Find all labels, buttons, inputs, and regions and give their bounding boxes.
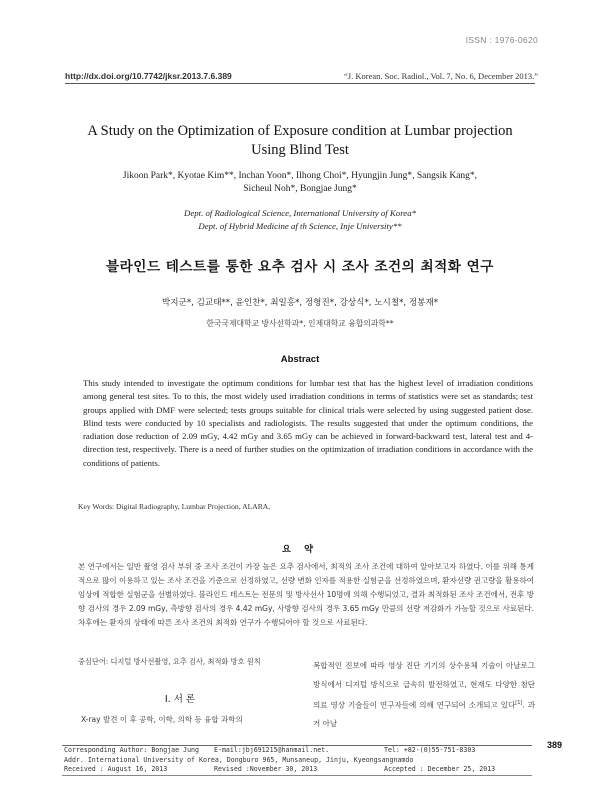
abstract-heading: Abstract: [280, 354, 320, 365]
korean-affiliations: 한국국제대학교 방사선학과*, 인제대학교 융합의과학**: [206, 319, 394, 328]
corresponding-author: Corresponding Author: Bongjae Jung: [64, 746, 199, 754]
introduction-heading: Ⅰ. 서 론: [164, 694, 196, 705]
author-email[interactable]: E-mail:jbj691215@hanmail.net.: [214, 746, 330, 754]
footer-row: [62, 756, 532, 766]
korean-author-list: 박지군*, 김교태**, 윤인찬*, 최일홍*, 정형진*, 강상식*, 노시철*, 정봉재*: [161, 298, 439, 308]
introduction-right-column: [313, 657, 535, 734]
introduction-right-text: 복합적인 진보에 따라 영상 진단 기기의 상수용체 기술이 아날로그 방식에서 디지털 방식으로 급속히 발전하였고, 현재도 다양한 첨단 의료 영상 기술들이 연구자들에 의해 연구되어 소개되고 있다: [313, 661, 535, 710]
revised-date: Revised :November 30, 2013: [214, 765, 318, 774]
doi-link[interactable]: http://dx.doi.org/10.7742/jksr.2013.7.6.389: [65, 71, 232, 81]
korean-keywords: 중심단어: 디지털 방사선촬영, 요추 검사, 최적화 방호 원칙: [78, 657, 261, 666]
correspondence-footer: [62, 746, 532, 775]
author-line: Sicheul Noh*, Bongjae Jung*: [243, 184, 357, 194]
author-list: [70, 170, 530, 196]
affiliation-line: Dept. of Hybrid Medicine af th Science, Inje University**: [198, 221, 402, 231]
author-address: Addr. International University of Korea, Dongburo 965, Munsaneup, Jinju, Kyeongsangnamdo: [64, 755, 414, 764]
citation-reference[interactable]: [1]: [515, 700, 523, 707]
introduction-left-column: X-ray 발견 이 후 공학, 이학, 의학 등 융합 과학의: [81, 715, 243, 724]
paper-title-line: A Study on the Optimization of Exposure condition at Lumbar projection: [87, 123, 513, 139]
paper-title: [60, 122, 540, 160]
journal-citation: “J. Korean. Soc. Radiol., Vol. 7, No. 6, December 2013.”: [344, 71, 538, 81]
issn-label: ISSN : 1976-0620: [465, 35, 538, 45]
korean-summary-body: 본 연구에서는 일반 촬영 검사 부위 중 조사 조건이 가장 높은 요추 검사에서, 최적의 조사 조건에 대하여 알아보고자 하였다. 이를 위해 통계적으로 많이 이용하고 있는 조사 조건을 기준으로 선정하였고, 선량 변화 인자를 적용한 실험군을 선정하였으며, 환자선량 권고량을 활용하여 임상에 적합한 실험군을 선별하였다. 블라인드 테스트는 전문의 및 방사선사 10명에 의해 수행되었고, 결과 최적화된 조사 조건에서, 전후 방향 검사의 경우 2.09 mGy, 측방향 검사의 경우 4.42 mGy, 사방향 검사의 경우 3.65 mGy 만큼의 선량 저감화가 가능할 것으로 사료된다. 차후에는 환자의 상태에 따른 조사 조건의 최적화 연구가 수행되어야 할 것으로 사료된다.: [78, 562, 534, 627]
author-line: Jikoon Park*, Kyotae Kim**, Inchan Yoon*, Ilhong Choi*, Hyungjin Jung*, Sangsik Kang*,: [122, 171, 478, 181]
abstract-body: This study intended to investigate the optimum conditions for lumbar test that has the highest level of irradiation conditions among general test sites. To to this, the most widely used irradiation conditions in terms of statistics were set as standards; test groups applied with DMF were selected; tests groups suitable for clinical trials were selected by using suggested patient dose. Blind tests were conducted by 10 specialists and radiologists. The results suggested that under the optimum conditions, the radiation dose reduction of 2.09 mGy, 4.42 mGy and 3.65 mGy can be achieved in forward-backward test, lateral test and 4-direction test, respectively. There is a need of further studies on the optimization of irradiation conditions in accordance with the conditions of patients.: [83, 378, 533, 468]
affiliation-line: Dept. of Radiological Science, International University of Korea*: [183, 208, 416, 218]
footer-row: [62, 765, 532, 775]
header-divider: [65, 83, 535, 84]
author-tel: Tel: +82-(0)55-751-8303: [384, 746, 476, 754]
accepted-date: Accepted : December 25, 2013: [384, 765, 496, 774]
affiliation-list: [70, 207, 530, 233]
page-number: 389: [546, 740, 562, 750]
footer-divider-bottom: [62, 775, 532, 776]
keywords: Key Words: Digital Radiography, Lumbar Projection, ALARA,: [78, 502, 271, 511]
korean-summary-heading: 요 약: [282, 544, 318, 555]
korean-title: 블라인드 테스트를 통한 요추 검사 시 조사 조건의 최적화 연구: [106, 259, 494, 275]
footer-row: [62, 746, 532, 756]
received-date: Received : August 16, 2013: [64, 765, 168, 774]
introduction-right-tail: . 과거 아날: [313, 700, 536, 729]
paper-title-line: Using Blind Test: [251, 142, 349, 158]
